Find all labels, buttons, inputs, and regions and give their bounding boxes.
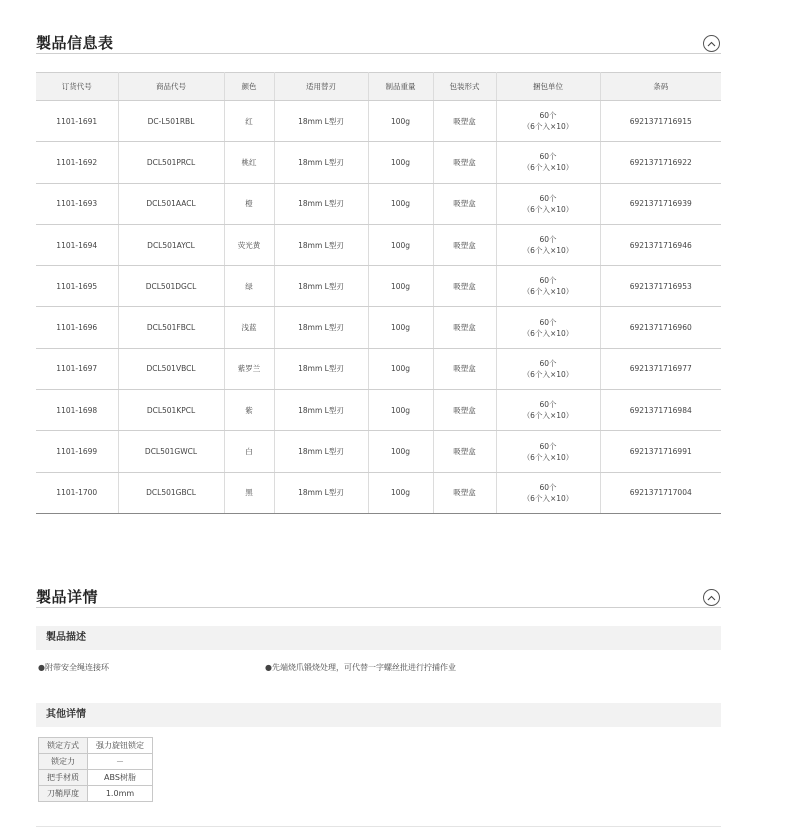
color-cell: 绿: [224, 266, 274, 307]
detail-key: 锁定力: [39, 754, 88, 770]
other-details-heading: 其他详情: [36, 703, 721, 727]
unit-cell: [496, 431, 600, 472]
barcode-cell: 6921371716939: [600, 183, 721, 224]
table-row: [36, 101, 721, 142]
color-cell: 桃红: [224, 142, 274, 183]
unit-breakdown: （6个入×10）: [522, 163, 574, 173]
column-header: 订货代号: [36, 73, 118, 101]
unit-quantity: 60个: [539, 400, 557, 410]
table-row: [36, 266, 721, 307]
product-code-cell: DCL501PRCL: [118, 142, 224, 183]
unit-breakdown: （6个入×10）: [522, 204, 574, 214]
package-cell: 吸塑盒: [433, 348, 496, 389]
order-code-cell: 1101-1699: [36, 431, 118, 472]
unit-quantity: 60个: [539, 441, 557, 451]
product-code-cell: DCL501AYCL: [118, 224, 224, 265]
order-code-cell: 1101-1698: [36, 390, 118, 431]
column-header: 包装形式: [433, 73, 496, 101]
unit-breakdown: （6个入×10）: [522, 369, 574, 379]
package-cell: 吸塑盒: [433, 390, 496, 431]
barcode-cell: 6921371717004: [600, 472, 721, 513]
barcode-cell: 6921371716953: [600, 266, 721, 307]
color-cell: 紫罗兰: [224, 348, 274, 389]
order-code-cell: 1101-1693: [36, 183, 118, 224]
barcode-cell: 6921371716991: [600, 431, 721, 472]
weight-cell: 100g: [368, 142, 433, 183]
detail-key: 刀鞘厚度: [39, 786, 88, 802]
table-row: [36, 142, 721, 183]
product-info-collapse-button[interactable]: [703, 35, 720, 52]
color-cell: 橙: [224, 183, 274, 224]
package-cell: 吸塑盒: [433, 183, 496, 224]
weight-cell: 100g: [368, 101, 433, 142]
blade-cell: 18mm L型刃: [274, 472, 368, 513]
unit-quantity: 60个: [539, 482, 557, 492]
blade-cell: 18mm L型刃: [274, 348, 368, 389]
unit-breakdown: （6个入×10）: [522, 122, 574, 132]
weight-cell: 100g: [368, 390, 433, 431]
blade-cell: 18mm L型刃: [274, 390, 368, 431]
order-code-cell: 1101-1694: [36, 224, 118, 265]
feature-item: ●先端烧爪锻烧处理，可代替一字螺丝批进行拧捕作业: [265, 663, 456, 672]
column-header: 条码: [600, 73, 721, 101]
detail-key: 把手材质: [39, 770, 88, 786]
unit-breakdown: （6个入×10）: [522, 493, 574, 503]
order-code-cell: 1101-1700: [36, 472, 118, 513]
barcode-cell: 6921371716984: [600, 390, 721, 431]
order-code-cell: 1101-1692: [36, 142, 118, 183]
barcode-cell: 6921371716915: [600, 101, 721, 142]
unit-quantity: 60个: [539, 235, 557, 245]
table-row: [36, 183, 721, 224]
table-row: [36, 348, 721, 389]
blade-cell: 18mm L型刃: [274, 142, 368, 183]
product-code-cell: DCL501GWCL: [118, 431, 224, 472]
weight-cell: 100g: [368, 472, 433, 513]
other-details-row: [39, 786, 153, 802]
unit-quantity: 60个: [539, 193, 557, 203]
detail-value: －: [88, 754, 153, 770]
package-cell: 吸塑盒: [433, 431, 496, 472]
table-row: [36, 224, 721, 265]
detail-key: 锁定方式: [39, 738, 88, 754]
blade-cell: 18mm L型刃: [274, 431, 368, 472]
unit-breakdown: （6个入×10）: [522, 411, 574, 421]
other-details-row: [39, 738, 153, 754]
column-header: 制品重量: [368, 73, 433, 101]
color-cell: 荧光黄: [224, 224, 274, 265]
color-cell: 浅蓝: [224, 307, 274, 348]
product-detail-title: 製品详情: [36, 588, 99, 606]
barcode-cell: 6921371716922: [600, 142, 721, 183]
unit-cell: [496, 224, 600, 265]
unit-quantity: 60个: [539, 276, 557, 286]
color-cell: 白: [224, 431, 274, 472]
unit-cell: [496, 183, 600, 224]
order-code-cell: 1101-1696: [36, 307, 118, 348]
other-details-table: [38, 737, 153, 802]
unit-quantity: 60个: [539, 317, 557, 327]
product-code-cell: DCL501KPCL: [118, 390, 224, 431]
table-row: [36, 431, 721, 472]
other-details-row: [39, 770, 153, 786]
package-cell: 吸塑盒: [433, 101, 496, 142]
product-detail-collapse-button[interactable]: [703, 589, 720, 606]
unit-breakdown: （6个入×10）: [522, 452, 574, 462]
unit-cell: [496, 390, 600, 431]
product-code-cell: DCL501VBCL: [118, 348, 224, 389]
unit-cell: [496, 266, 600, 307]
order-code-cell: 1101-1695: [36, 266, 118, 307]
footer-divider: [36, 826, 721, 827]
weight-cell: 100g: [368, 224, 433, 265]
product-code-cell: DCL501AACL: [118, 183, 224, 224]
weight-cell: 100g: [368, 431, 433, 472]
barcode-cell: 6921371716977: [600, 348, 721, 389]
blade-cell: 18mm L型刃: [274, 224, 368, 265]
detail-value: ABS树脂: [88, 770, 153, 786]
product-info-title: 製品信息表: [36, 34, 114, 52]
unit-quantity: 60个: [539, 358, 557, 368]
product-info-divider: [36, 53, 721, 54]
unit-quantity: 60个: [539, 111, 557, 121]
package-cell: 吸塑盒: [433, 266, 496, 307]
barcode-cell: 6921371716946: [600, 224, 721, 265]
detail-value: 强力旋钮锁定: [88, 738, 153, 754]
other-details-row: [39, 754, 153, 770]
feature-item: ●附带安全绳连接环: [38, 663, 109, 672]
description-heading: 製品描述: [36, 626, 721, 650]
order-code-cell: 1101-1691: [36, 101, 118, 142]
chevron-up-icon: [707, 41, 716, 47]
weight-cell: 100g: [368, 183, 433, 224]
product-code-cell: DCL501DGCL: [118, 266, 224, 307]
detail-value: 1.0mm: [88, 786, 153, 802]
barcode-cell: 6921371716960: [600, 307, 721, 348]
unit-cell: [496, 142, 600, 183]
product-info-table-body: [36, 101, 721, 514]
table-row: [36, 390, 721, 431]
product-info-table: [36, 72, 721, 514]
table-row: [36, 472, 721, 513]
column-header: 捆包单位: [496, 73, 600, 101]
weight-cell: 100g: [368, 307, 433, 348]
unit-cell: [496, 101, 600, 142]
unit-cell: [496, 307, 600, 348]
order-code-cell: 1101-1697: [36, 348, 118, 389]
package-cell: 吸塑盒: [433, 472, 496, 513]
color-cell: 红: [224, 101, 274, 142]
table-row: [36, 307, 721, 348]
blade-cell: 18mm L型刃: [274, 183, 368, 224]
unit-cell: [496, 472, 600, 513]
product-code-cell: DC-L501RBL: [118, 101, 224, 142]
blade-cell: 18mm L型刃: [274, 307, 368, 348]
unit-quantity: 60个: [539, 152, 557, 162]
unit-breakdown: （6个入×10）: [522, 287, 574, 297]
product-code-cell: DCL501GBCL: [118, 472, 224, 513]
blade-cell: 18mm L型刃: [274, 266, 368, 307]
weight-cell: 100g: [368, 348, 433, 389]
unit-breakdown: （6个入×10）: [522, 246, 574, 256]
color-cell: 紫: [224, 390, 274, 431]
chevron-up-icon: [707, 595, 716, 601]
blade-cell: 18mm L型刃: [274, 101, 368, 142]
color-cell: 黑: [224, 472, 274, 513]
package-cell: 吸塑盒: [433, 224, 496, 265]
unit-breakdown: （6个入×10）: [522, 328, 574, 338]
column-header: 适用替刃: [274, 73, 368, 101]
table-header-row: [36, 73, 721, 101]
column-header: 颜色: [224, 73, 274, 101]
package-cell: 吸塑盒: [433, 142, 496, 183]
product-code-cell: DCL501FBCL: [118, 307, 224, 348]
product-detail-divider: [36, 607, 721, 608]
weight-cell: 100g: [368, 266, 433, 307]
column-header: 商品代号: [118, 73, 224, 101]
unit-cell: [496, 348, 600, 389]
package-cell: 吸塑盒: [433, 307, 496, 348]
